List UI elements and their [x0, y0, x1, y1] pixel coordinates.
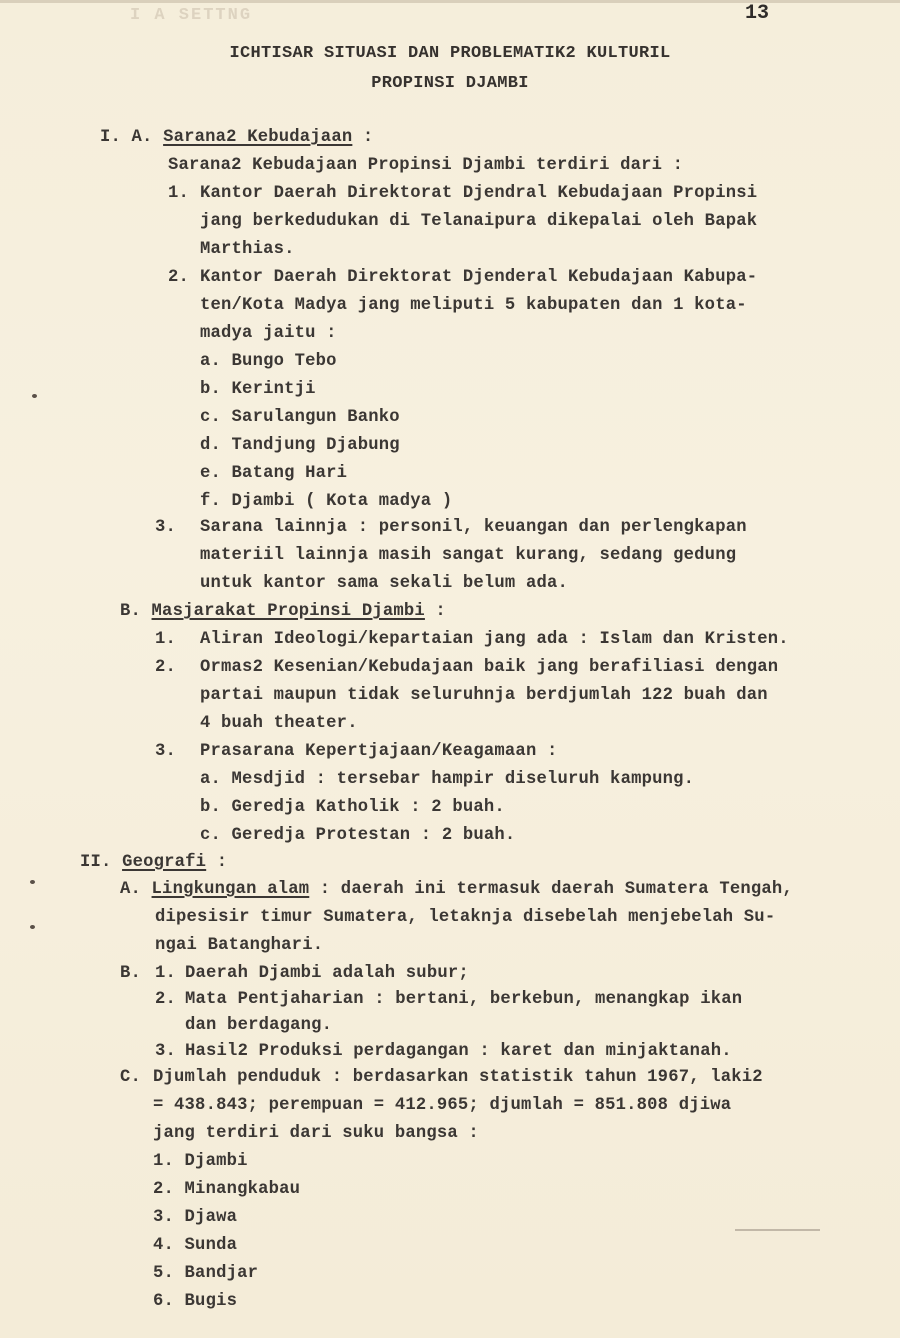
item-text: madya jaitu :	[200, 324, 337, 343]
item-text: Daerah Djambi adalah subur;	[185, 964, 469, 983]
item-number: 2.	[168, 268, 190, 287]
item-number: 3.	[155, 518, 177, 537]
item-text: partai maupun tidak seluruhnja berdjumlah 122 buah dan	[200, 686, 768, 705]
item-text: dan berdagang.	[185, 1016, 333, 1035]
item-text: Aliran Ideologi/kepartaian jang ada : Islam dan Kristen.	[200, 630, 789, 649]
item-text: Ormas2 Kesenian/Kebudajaan baik jang berafiliasi dengan	[200, 658, 779, 677]
ethnic-group-item: 2. Minangkabau	[153, 1180, 301, 1199]
item-number: 3.	[155, 1042, 177, 1061]
subsection-label: C.	[120, 1068, 142, 1087]
item-text: dipesisir timur Sumatera, letaknja disebelah menjebelah Su-	[155, 908, 776, 927]
item-text: Prasarana Kepertjajaan/Keagamaan :	[200, 742, 558, 761]
item-number: 2.	[155, 990, 177, 1009]
item-text: jang berkedudukan di Telanaipura dikepalai oleh Bapak	[200, 212, 758, 231]
item-text: Djumlah penduduk : berdasarkan statistik tahun 1967, laki2	[153, 1068, 763, 1087]
item-text: jang terdiri dari suku bangsa :	[153, 1124, 479, 1143]
pencil-stroke	[735, 1229, 820, 1231]
item-text: untuk kantor sama sekali belum ada.	[200, 574, 568, 593]
document-title: ICHTISAR SITUASI DAN PROBLEMATIK2 KULTURIL	[229, 44, 671, 63]
regency-item: e. Batang Hari	[200, 464, 348, 483]
document-subtitle: PROPINSI DJAMBI	[371, 74, 529, 93]
subsection-label: A.	[131, 128, 153, 147]
population-figures: = 438.843; perempuan = 412.965; djumlah = 851.808 djiwa	[153, 1096, 732, 1115]
item-text: Hasil2 Produksi perdagangan : karet dan minjaktanah.	[185, 1042, 732, 1061]
ethnic-group-item: 6. Bugis	[153, 1292, 238, 1311]
item-text: materiil lainnja masih sangat kurang, sedang gedung	[200, 546, 737, 565]
item-number: 3.	[155, 742, 177, 761]
heading-colon: :	[424, 602, 446, 621]
ethnic-group-item: 4. Sunda	[153, 1236, 238, 1255]
worship-item: a. Mesdjid : tersebar hampir diseluruh kampung.	[200, 770, 695, 789]
intro-text: Sarana2 Kebudajaan Propinsi Djambi terdiri dari :	[168, 156, 684, 175]
regency-item: c. Sarulangun Banko	[200, 408, 400, 427]
item-text: Sarana lainnja : personil, keuangan dan perlengkapan	[200, 518, 747, 537]
item-text: Marthias.	[200, 240, 295, 259]
subsection-label: B.	[120, 964, 142, 983]
subsection-heading: Masjarakat Propinsi Djambi	[151, 602, 425, 621]
margin-mark	[30, 880, 35, 884]
item-text: Kantor Daerah Direktorat Djendral Kebudajaan Propinsi	[200, 184, 758, 203]
section-I-A-heading-row	[100, 128, 373, 148]
margin-mark	[32, 394, 37, 398]
worship-item: c. Geredja Protestan : 2 buah.	[200, 826, 516, 845]
page-number: 13	[745, 2, 770, 25]
worship-item: b. Geredja Katholik : 2 buah.	[200, 798, 505, 817]
subsection-heading: Lingkungan alam	[151, 880, 310, 899]
item-text: ten/Kota Madya jang meliputi 5 kabupaten dan 1 kota-	[200, 296, 747, 315]
subsection-label: A.	[120, 880, 142, 899]
margin-mark	[30, 925, 35, 929]
section-numeral: I.	[100, 128, 122, 147]
regency-item: f. Djambi ( Kota madya )	[200, 492, 453, 511]
heading-colon: :	[206, 853, 228, 872]
item-text: Kantor Daerah Direktorat Djenderal Kebudajaan Kabupa-	[200, 268, 758, 287]
item-text: ngai Batanghari.	[155, 936, 324, 955]
subsection-label: B.	[120, 602, 142, 621]
section-I-B-heading-row	[120, 602, 446, 622]
section-heading: Geografi	[122, 853, 207, 872]
item-number: 1.	[155, 630, 177, 649]
section-II-A-row	[120, 880, 793, 900]
item-text: : daerah ini termasuk daerah Sumatera Tengah,	[309, 880, 793, 899]
item-text: Mata Pentjaharian : bertani, berkebun, menangkap ikan	[185, 990, 743, 1009]
section-numeral: II.	[80, 853, 112, 872]
faded-stamp: I A SETTNG	[130, 6, 253, 25]
heading-colon: :	[352, 128, 374, 147]
item-number: 2.	[155, 658, 177, 677]
item-text: 4 buah theater.	[200, 714, 358, 733]
ethnic-group-item: 1. Djambi	[153, 1152, 248, 1171]
ethnic-group-item: 3. Djawa	[153, 1208, 238, 1227]
regency-item: d. Tandjung Djabung	[200, 436, 400, 455]
regency-item: a. Bungo Tebo	[200, 352, 337, 371]
ethnic-group-item: 5. Bandjar	[153, 1264, 259, 1283]
section-II-heading-row	[80, 853, 227, 873]
item-number: 1.	[168, 184, 190, 203]
regency-item: b. Kerintji	[200, 380, 316, 399]
item-number: 1.	[155, 964, 177, 983]
subsection-heading: Sarana2 Kebudajaan	[163, 128, 353, 147]
